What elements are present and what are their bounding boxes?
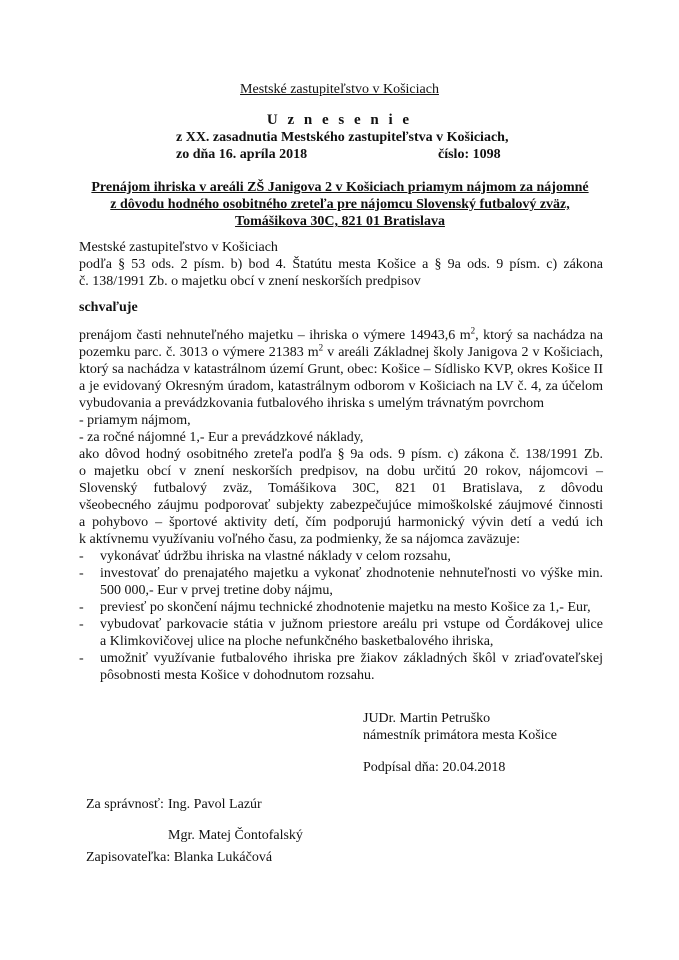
condition-item: [79, 616, 603, 650]
resolution-title: U z n e s e n i e: [266, 112, 413, 128]
body-line: a pohybovo – športové aktivity detí, čím podporujú harmonický vývin detí a vedú ich: [79, 515, 603, 530]
body-line: [79, 344, 603, 361]
condition-line: investovať do prenajatého majetku a vykonať zhodnotenie nehnuteľnosti vo výške min.: [100, 566, 603, 581]
condition-text: [100, 599, 603, 616]
condition-line: previesť po skončení nájmu technické zhodnotenie majetku na mesto Košice za 1,- Eur,: [100, 600, 591, 615]
body-text: pozemku parc. č. 3013 o výmere 21383 m: [79, 345, 319, 360]
verifier-name: Ing. Pavol Lazúr: [168, 797, 262, 812]
body-text: , ktorý sa nachádza na: [475, 328, 604, 343]
legal-basis: [79, 239, 603, 290]
body-line: Slovenský futbalový zväz, Tomášikova 30C, 821 01 Bratislava, z dôvodu: [79, 481, 603, 496]
condition-line: pôsobnosti mesta Košice v dohodnutom rozsahu.: [100, 668, 375, 683]
spacer: [363, 744, 557, 759]
body-line: ktorý sa nachádza v katastrálnom území Grunt, obec: Košice – Sídlisko KVP, okres Košice II: [79, 362, 603, 377]
intro-line: podľa § 53 ods. 2 písm. b) bod 4. Štatútu mesta Košice a § 9a ods. 9 písm. c) zákona: [79, 257, 603, 272]
decision-verb: schvaľuje: [79, 300, 138, 315]
signatory-name: JUDr. Martin Petruško: [363, 711, 491, 726]
body-text: v areáli Základnej školy Janigova 2 v Košiciach,: [323, 345, 604, 360]
intro-line: Mestské zastupiteľstvo v Košiciach: [79, 240, 278, 255]
correctness-block: [86, 796, 303, 844]
condition-text: [100, 616, 603, 650]
signed-date: Podpísal dňa: 20.04.2018: [363, 760, 506, 775]
body-line: - za ročné nájomné 1,- Eur a prevádzkové náklady,: [79, 430, 364, 445]
recorder-line: Zapisovateľka: Blanka Lukáčová: [86, 850, 273, 865]
bullet-dash: -: [79, 600, 84, 615]
body-line: a je evidovaný Okresným úradom, katastrálnym odborom v Košiciach na LV č. 4, za účelom: [79, 379, 603, 394]
verifier-name: Mgr. Matej Čontofalský: [168, 828, 303, 843]
session-date: zo dňa 16. apríla 2018: [176, 147, 308, 162]
correctness-label: Za správnosť:: [86, 797, 164, 812]
condition-item: [79, 650, 603, 684]
subject-line: z dôvodu hodného osobitného zreteľa pre nájomcu Slovenský futbalový zväz,: [110, 197, 570, 212]
bullet-dash: -: [79, 549, 84, 564]
signature-block: [363, 710, 557, 776]
body-line: vybudovania a prevádzkovania futbalového ihriska s umelým trávnatým povrchom: [79, 396, 544, 411]
signatory-role: námestník primátora mesta Košice: [363, 728, 557, 743]
condition-line: vybudovať parkovacie státia v južnom priestore areálu pri vstupe od Čordákovej ulice: [100, 617, 603, 632]
condition-text: [100, 548, 603, 565]
condition-item: [79, 599, 603, 616]
body-line: ako dôvod hodný osobitného zreteľa podľa § 9a ods. 9 písm. c) zákona č. 138/1991 Zb.: [79, 447, 603, 462]
body-line: - priamym nájmom,: [79, 413, 191, 428]
body-line: o majetku obcí v znení neskorších predpisov, na dobu určitú 20 rokov, nájomcovi –: [79, 464, 603, 479]
superscript: 2: [470, 325, 476, 336]
body-line: [79, 327, 603, 344]
intro-line: č. 138/1991 Zb. o majetku obcí v znení neskorších predpisov: [79, 274, 421, 289]
condition-line: a Klimkovičovej ulice na ploche nefunkčného basketbalového ihriska,: [100, 634, 494, 649]
condition-text: [100, 650, 603, 684]
bullet-dash: -: [79, 617, 84, 632]
resolution-body: [79, 327, 603, 684]
subject-line: Prenájom ihriska v areáli ZŠ Janigova 2 v Košiciach priamym nájmom za nájomné: [91, 180, 589, 195]
bullet-dash: -: [79, 566, 84, 581]
superscript: 2: [318, 342, 324, 353]
body-text: prenájom časti nehnuteľného majetku – ihriska o výmere 14943,6 m: [79, 328, 471, 343]
condition-text: [100, 565, 603, 599]
resolution-subject: [90, 179, 590, 230]
subject-line: Tomášikova 30C, 821 01 Bratislava: [235, 214, 445, 229]
resolution-number: číslo: 1098: [438, 147, 501, 162]
body-line: všeobecného záujmu podporovať subjekty zabezpečujúce mimoškolské záujmové činnosti: [79, 498, 603, 513]
session-line: z XX. zasadnutia Mestského zastupiteľstva v Košiciach,: [176, 130, 509, 145]
condition-line: umožniť využívanie futbalového ihriska pre žiakov základných škôl v zriaďovateľskej: [100, 651, 603, 666]
council-heading: Mestské zastupiteľstvo v Košiciach: [240, 82, 439, 97]
condition-item: [79, 565, 603, 599]
body-line: k aktívnemu využívaniu voľného času, za podmienky, že sa nájomca zaväzuje:: [79, 532, 520, 547]
condition-item: [79, 548, 603, 565]
bullet-dash: -: [79, 651, 84, 666]
condition-line: vykonávať údržbu ihriska na vlastné náklady v celom rozsahu,: [100, 549, 451, 564]
condition-line: 500 000,- Eur v prvej tretine doby nájmu,: [100, 583, 333, 598]
